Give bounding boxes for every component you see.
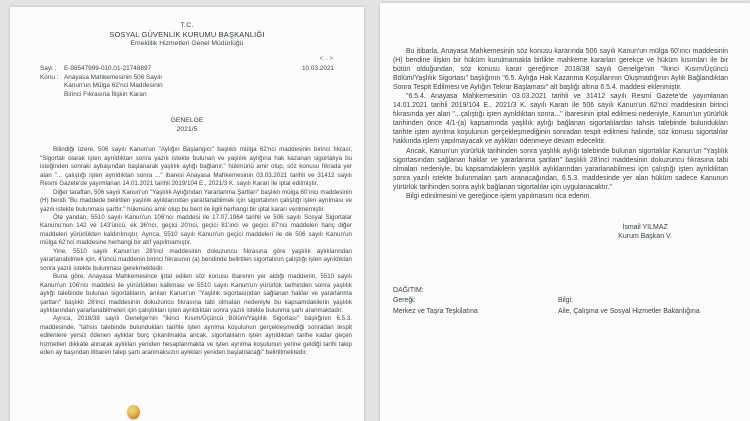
document-date: 10.03.2021 <box>302 65 334 72</box>
distribution-title: DAĞITIM: <box>393 286 424 294</box>
closing-line: Bilgi edinilmesini ve gereğince işlem yapılmasını rica ederim. <box>406 192 592 200</box>
letterhead-tc: T.C. <box>180 22 194 29</box>
distribution-values <box>393 307 750 318</box>
distribution-block <box>380 286 750 318</box>
gold-seal-icon <box>127 405 140 419</box>
konu-value-line3: Birinci Fıkrasına İlişkin Kararı <box>64 90 147 98</box>
paragraph: Buna göre, Anayasa Mahkemesince iptal edilen söz konusu ibarenin yer aldığı maddenin, 5510 sayılı Kanun'un 106'ncı maddesi ile yürürlükten kalkması ve 5510 sayılı Kanun'un yürürlük tarihinden sonra yaşlılık aylığı talebinde bulunan sigortalıların, anılan Kanun'un "Yaşlılık sigortasından sağlanan haklar ve yararlanma şartları" başlıklı 28'inci maddesinin dokuzuncu fıkrasına tabi olmaları nedeniyle bu kapsamdakilerin yaşlılık aylıklarından yararlanabilmeleri için çalıştıkları işten ayrıldıktan sonra yazılı istekte bulunma şartı aranmaktadır. <box>40 273 352 314</box>
page-1 <box>10 7 364 421</box>
distribution-bilgi-label: Bilgi: <box>558 297 573 305</box>
letterhead <box>10 21 364 48</box>
document-meta <box>10 56 364 99</box>
distribution-geregi-label: Gereği: <box>393 297 416 305</box>
paragraph: Yine, 5510 sayılı Kanun'un 28'inci maddesinin dokuzuncu fıkrasına göre yaşlılık aylıklarından yararlanabilmek için, 4'üncü maddenin birinci fıkrasının (a) bendinde belirtilen sigortalının çalıştığı işten ayrıldıktan sonra yazılı istekte bulunması gerekmektedir. <box>40 247 352 272</box>
paragraph: Öte yandan, 5510 sayılı Kanun'un 106'ncı maddesi ile 17.07.1964 tarihli ve 506 sayılı Sosyal Sigortalar Kanunu'nun 142 ve 143'üncü, ek 36'ncı, geçici 20'nci, geçici 81'inci ve geçici 87'nci maddeleri hariç diğer maddeleri yürürlükten kaldırılmıştır. Ayrıca, 5510 sayılı Kanun'un geçici maddeleri ile de 506 sayılı Kanun'un mülga 62'nci maddesine herhangi bir atıf yapılmamıştır. <box>40 214 352 247</box>
signature-title: Kurum Başkan V. <box>618 233 672 241</box>
letterhead-org: SOSYAL GÜVENLİK KURUMU BAŞKANLIĞI <box>109 30 265 39</box>
signature-block <box>618 223 672 242</box>
konu-value <box>64 74 352 100</box>
letterhead-dept: Emeklilik Hizmetleri Genel Müdürlüğü <box>130 40 244 47</box>
paragraph: Bu itibarla, Anayasa Mahkemesinin söz konusu kararında 506 sayılı Kanun'un mülga 60'ıncı maddesinin (H) bendine ilişkin bir hüküm kurulmamakla birlikte mahkeme kararları gerekçe ve hüküm kısımları ile bir bütün olduğundan, söz konusu karar gereğince 2018/38 sayılı Genelge'nin "İkinci Kısım/Üçüncü Bölüm/Yaşlılık Sigortası" başlığının "6.5. Aylığa Hak Kazanma Koşullarının Oluşmadığının Aylık Bağlandıktan Sonra Tespit Edilmesi ve Aylığın Tekrar Başlaması" alt başlığı altına 6.5.4. maddesi eklenmiştir. <box>393 48 728 92</box>
date-block <box>302 55 334 73</box>
genelge-number: 2021/5 <box>176 126 198 134</box>
genelge-heading <box>10 116 364 134</box>
paragraph: Diğer taraftan, 506 sayılı Kanun'un "Yaşlılık Aylığından Yararlanma Şartları" başlıklı mülga 60'ıncı maddesinin (H) bendi "Bu maddede belirtilen yaşlılık aylıklarından yararlanabilmek için sigortalının çalıştığı işten ayrılması ve yazılı istekte bulunması şarttır." hükmünü amir olup bu bent ile ilgili herhangi bir iptal kararı verilmemiştir. <box>40 188 352 213</box>
sayi-value: E-98547999-010.01-21748897 <box>64 65 152 72</box>
konu-line <box>40 74 352 100</box>
page1-body <box>10 146 364 357</box>
signature-name: İsmail YILMAZ <box>622 223 668 231</box>
konu-label: Konu : <box>40 73 59 81</box>
distribution-geregi-value: Merkez ve Taşra Teşkilatına <box>393 307 478 315</box>
page2-body <box>380 3 750 201</box>
ref-mark: <..> <box>319 56 334 62</box>
genelge-title: GENELGE <box>170 117 204 125</box>
konu-value-line1: Anayasa Mahkemesinin 506 Sayılı <box>64 73 163 81</box>
distribution-bilgi-value: Aile, Çalışma ve Sosyal Hizmetler Bakanlığına <box>558 307 700 315</box>
sayi-label: Sayı : <box>40 65 57 72</box>
distribution-headers <box>393 296 750 307</box>
paragraph: Ancak, Kanun'un yürürlük tarihinden sonra yaşlılık aylığı talebinde bulunan sigortalılar Kanun'un "Yaşlılık sigortasından sağlanan haklar ve yararlanma şartları" başlıklı 28'inci maddesinin dokuzuncu fıkrasına tabi olmaları nedeniyle, bu kapsamdakilerin yaşlılık aylıklarından yararlanabilmesi için çalıştığı işten ayrıldıktan sonra yazılı istekte bulunmaları şartı aranacağından, 6.5.3. maddesinde yer alan hüküm sadece Kanunun yürürlük tarihinden sonra aylık bağlanan sigortalılar için uygulanacaktır." <box>393 147 728 191</box>
konu-value-line2: Kanun'un Mülga 62'nci Maddesinin <box>64 82 163 90</box>
paragraph: "6.5.4. Anayasa Mahkemesinin 03.03.2021 tarihli ve 31412 sayılı Resmi Gazete'de yayımlanan 14.01.2021 tarihli 2019/104 E., 2021/3 K. sayılı Kararı ile 506 sayılı Kanun'un 62'nci maddesinin birinci fıkrasında yer alan "...çalıştığı işten ayrıldıktan sonra..." ibaresinin iptal edilmesi nedeniyle, Kanun'un yürürlük tarihinden önce 4/1-(a) kapsamında yaşlılık aylığı bağlanan sigortalılardan tahsis talebinde bulundukları tarihte işten ayrılma koşulunun gerçekleşmediğinin sonradan tespit edilmesi halinde, söz konusu sigortalılar hakkında işlem yapılmayacak ve aylıkları ödenmeye devam edecektir. <box>393 93 728 146</box>
paragraph: Ayrıca, 2018/38 sayılı Genelge'nin "İkinci Kısım/Üçüncü Bölüm/Yaşlılık Sigortası" başlığının 6.5.3. maddesinde, "tahsis talebinde bulundukları tarihte işten ayrılma koşulunun gerçekleşmediği sonradan tespit edilenlere yersiz ödenen aylıklar borç çıkarılmakta ancak, sigortalıların işten ayrıldıktan tarihe kadar geçen hizmetleri dikkate alınarak aylıkları yeniden hesaplanmakta ve işten ayrılma koşulunun yerine geldiği tarihi takip eden ay başından itibaren talep şartı aranmaksızın aylıkları yeniden başlatılacağı" belirtilmektedir. <box>40 315 352 357</box>
page-2 <box>380 3 750 421</box>
paragraph: Bilindiği üzere, 506 sayılı Kanun'un "Aylığın Başlangıcı" başlıklı mülga 62'nci maddesinin birinci fıkrası; "Sigortalı olarak işten ayrıldıktan sonra yazılı istekte bulunan ve yaşlılık aylığına hak kazanan sigortalıya bu isteğinden sonraki aybaşından başlanarak yaşlılık aylığı bağlanır." hükmünü amir olup, söz konusu fıkrada yer alan "... çalıştığı işten ayrıldıktan sonra ..." ibaresi Anayasa Mahkemesinin 03.03.2021 tarihli ve 31412 sayılı Resmi Gazete'de yayımlanan 14.01.2021 tarihli 2019/104 E., 2021/3 K. sayılı Kararı ile iptal edilmiştir. <box>40 146 352 188</box>
